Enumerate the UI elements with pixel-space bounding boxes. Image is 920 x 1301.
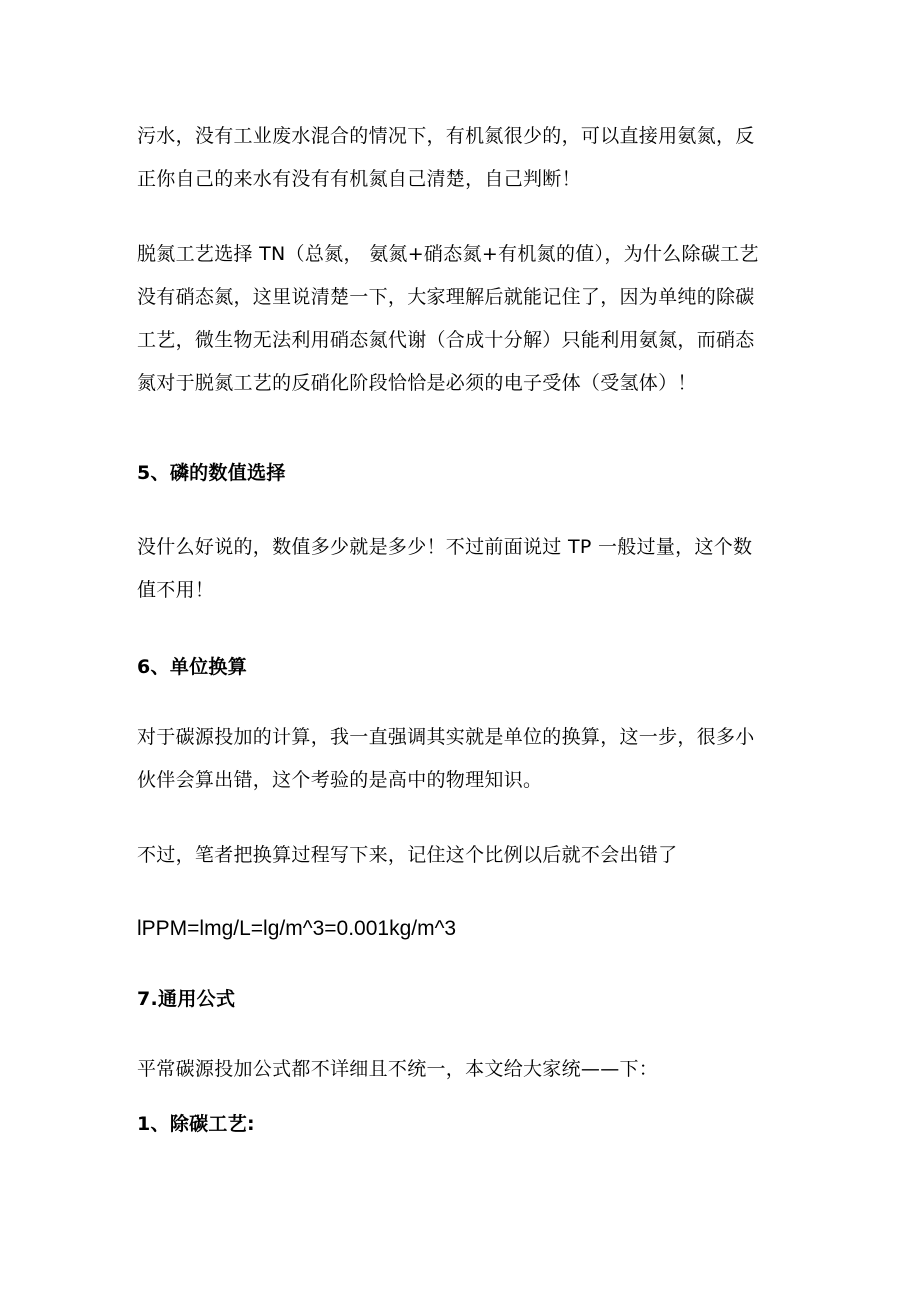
text-line: 脱氮工艺选择 TN（总氮， 氨氮+硝态氮+有机氮的值），为什么除碳工艺 bbox=[137, 243, 759, 265]
paragraph-phosphorus bbox=[137, 526, 797, 612]
paragraph-organic-nitrogen bbox=[137, 115, 797, 201]
text-line: 伙伴会算出错，这个考验的是高中的物理知识。 bbox=[137, 769, 543, 791]
text-line: 氮对于脱氮工艺的反硝化阶段恰恰是必须的电子受体（受氢体）！ bbox=[137, 372, 697, 394]
heading-carbon-removal-process bbox=[137, 1103, 797, 1146]
text-line: 没有硝态氮，这里说清楚一下，大家理解后就能记住了，因为单纯的除碳 bbox=[137, 286, 755, 308]
text-line: 没什么好说的，数值多少就是多少！不过前面说过 TP 一般过量，这个数 bbox=[137, 536, 753, 558]
text-line: 平常碳源投加公式都不详细且不统一，本文给大家统——下： bbox=[137, 1058, 659, 1080]
heading-text: 1、除碳工艺: bbox=[137, 1113, 255, 1135]
text-line: 不过，笔者把换算过程写下来，记住这个比例以后就不会出错了 bbox=[137, 844, 678, 866]
heading-unit-conversion bbox=[137, 646, 797, 689]
paragraph-denitrification-tn bbox=[137, 233, 797, 405]
text-line: 正你自己的来水有没有有机氮自己清楚，自己判断！ bbox=[137, 168, 581, 190]
text-line: 对于碳源投加的计算，我一直强调其实就是单位的换算，这一步，很多小 bbox=[137, 726, 755, 748]
heading-phosphorus-value bbox=[137, 452, 797, 495]
heading-text: 6、单位换算 bbox=[137, 656, 248, 678]
heading-text: 5、磷的数值选择 bbox=[137, 462, 286, 484]
heading-general-formula bbox=[137, 978, 797, 1021]
paragraph-formula-intro bbox=[137, 1048, 797, 1091]
text-line: 工艺，微生物无法利用硝态氮代谢（合成十分解）只能利用氨氮，而硝态 bbox=[137, 329, 755, 351]
paragraph-carbon-calculation bbox=[137, 716, 797, 802]
formula-text: lPPM=lmg/L=lg/m^3=0.001kg/m^3 bbox=[137, 917, 457, 940]
heading-text: 7.通用公式 bbox=[137, 988, 236, 1010]
unit-conversion-formula bbox=[137, 907, 797, 950]
text-line: 值不用！ bbox=[137, 579, 215, 601]
text-line: 污水，没有工业废水混合的情况下，有机氮很少的，可以直接用氨氮，反 bbox=[137, 125, 755, 147]
paragraph-conversion-note bbox=[137, 834, 797, 877]
